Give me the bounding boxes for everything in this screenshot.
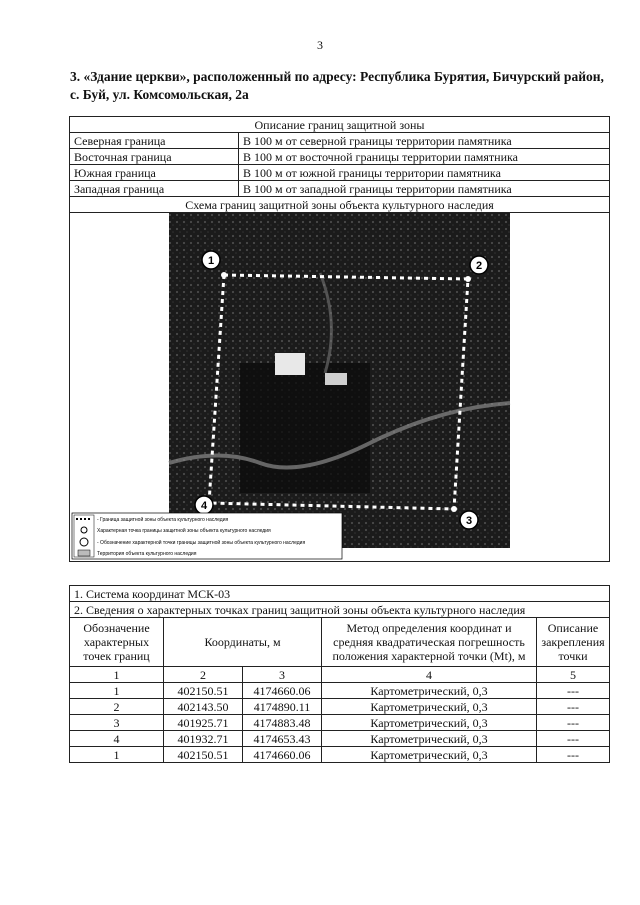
header-method: Метод определения координат и средняя квадратическая погрешность положения характерной точки (Mt), м — [322, 618, 537, 667]
table-row — [70, 133, 610, 149]
table-row: 4 401932.71 4174653.43 Картометрический, 0,3 --- — [70, 731, 610, 747]
map-cell — [70, 213, 610, 562]
table-row: 2 402143.50 4174890.11 Картометрический, 0,3 --- — [70, 699, 610, 715]
border-name: Восточная граница — [70, 149, 239, 165]
border-text: В 100 м от южной границы территории памятника — [239, 165, 610, 181]
scheme-title: Схема границ защитной зоны объекта культурного наследия — [70, 197, 610, 213]
object-heading: 3. «Здание церкви», расположенный по адресу: Республика Бурятия, Бичурский район, с. Буй, ул. Комсомольская, 2а — [70, 69, 604, 102]
legend-point-icon — [81, 527, 87, 533]
table-row: 1 402150.51 4174660.06 Картометрический, 0,3 --- — [70, 747, 610, 763]
header-point: Обозначение характерных точек границ — [70, 618, 164, 667]
points-info-title: 2. Сведения о характерных точках границ защитной зоны объекта культурного наследия — [70, 602, 610, 618]
coordinate-system: 1. Система координат МСК-03 — [70, 586, 610, 602]
satellite-map — [70, 213, 609, 561]
table-row: 3 401925.71 4174883.48 Картометрический, 0,3 --- — [70, 715, 610, 731]
legend-text: Характерная точка границы защитной зоны объекта культурного наследия — [97, 528, 271, 534]
table-row — [70, 181, 610, 197]
border-text: В 100 м от западной границы территории памятника — [239, 181, 610, 197]
zone-description-table — [69, 116, 610, 562]
svg-text:2: 2 — [475, 260, 483, 272]
border-name: Северная граница — [70, 133, 239, 149]
legend-text: - Граница защитной зоны объекта культурного наследия — [97, 517, 229, 523]
table-row — [70, 149, 610, 165]
svg-text:4: 4 — [200, 500, 208, 512]
point-marker-4 — [195, 496, 213, 514]
border-text: В 100 м от восточной границы территории памятника — [239, 149, 610, 165]
table-row — [70, 165, 610, 181]
header-coords: Координаты, м — [164, 618, 322, 667]
zone-description-title: Описание границ защитной зоны — [70, 117, 610, 133]
legend-text: - Обозначение характерной точки границы защитной зоны объекта культурного наследия — [97, 540, 306, 546]
border-name: Западная граница — [70, 181, 239, 197]
column-number-row: 1 2 3 4 5 — [70, 667, 610, 683]
legend-territory-icon — [78, 550, 90, 556]
church-building — [275, 353, 305, 375]
page-number: 3 — [317, 38, 323, 52]
svg-text:3: 3 — [465, 515, 473, 527]
legend-number-icon — [80, 538, 88, 546]
table-row: 1 402150.51 4174660.06 Картометрический, 0,3 --- — [70, 683, 610, 699]
border-name: Южная граница — [70, 165, 239, 181]
border-text: В 100 м от северной границы территории памятника — [239, 133, 610, 149]
legend-text: Территория объекта культурного наследия — [97, 551, 197, 557]
map-legend — [72, 513, 342, 559]
coordinates-table — [69, 585, 610, 763]
header-fix: Описание закрепления точки — [537, 618, 610, 667]
svg-text:1: 1 — [207, 255, 215, 267]
